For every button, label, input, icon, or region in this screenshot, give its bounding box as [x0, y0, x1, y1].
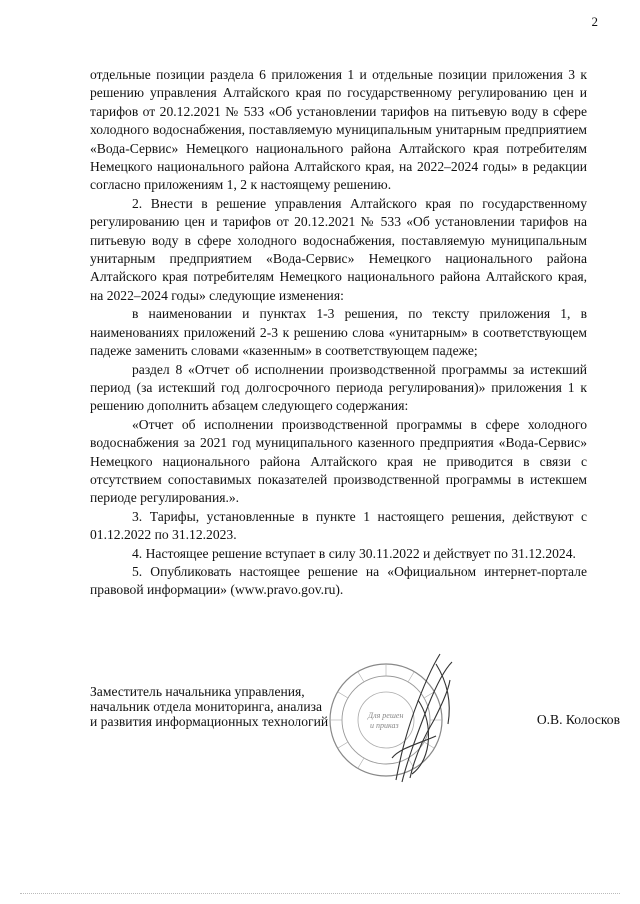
stamp-inner-text-1: Для решен — [368, 711, 404, 720]
position-line-3: и развития информационных технологий — [90, 714, 329, 729]
signature-block — [90, 684, 620, 764]
paragraph-item-2: 2. Внести в решение управления Алтайского края по государственному регулированию цен и тарифов от 20.12.2021 № 533 «Об установлении тарифов на питьевую воду в сфере холодного водоснабжения, поставляемую муниципальным унитарным предприятием «Вода-Сервис» Немецкого национального района Алтайского края потребителям Немецкого национального района Алтайского края, на 2022–2024 годы» следующие изменения: — [90, 195, 587, 303]
page-number: 2 — [591, 14, 598, 29]
paragraph-change-section8: раздел 8 «Отчет об исполнении производственной программы за истекший период (за истекший год долгосрочного периода регулирования)» приложения 1 к решению дополнить абзацем следующего содержания: — [90, 361, 587, 414]
page-bottom-edge — [20, 893, 620, 894]
paragraph-change-name: в наименовании и пунктах 1-3 решения, по тексту приложения 1, в наименованиях приложений 2-3 к решению слова «унитарным» в соответствующем падеже заменить словами «казенным» в соответствующем падеже; — [90, 306, 587, 359]
paragraph-continuation: отдельные позиции раздела 6 приложения 1 и отдельные позиции приложения 3 к решению управления Алтайского края по государственному регулированию цен и тарифов от 20.12.2021 № 533 «Об установлении тарифов на питьевую воду в сфере холодного водоснабжения, поставляемую муниципальным унитарным предприятием «Вода-Сервис» Немецкого национального района Алтайского края потребителям Немецкого национального района Алтайского края, на 2022–2024 годы» в редакции согласно приложениям 1, 2 к настоящему решению. — [90, 67, 587, 193]
paragraph-item-5: 5. Опубликовать настоящее решение на «Официальном интернет-портале правовой информации» (www.pravo.gov.ru). — [90, 563, 587, 598]
position-line-2: начальник отдела мониторинга, анализа — [90, 699, 323, 714]
paragraph-quote: «Отчет об исполнении производственной программы в сфере холодного водоснабжения за 2021 год муниципального казенного предприятия «Вода-Сервис» Немецкого национального района Алтайского края не приводится в связи с отсутствием сопоставимых показателей производственной программы в истекшем периоде регулирования.». — [90, 416, 587, 506]
stamp-inner-text-2: и приказ — [370, 721, 399, 730]
position-line-1: Заместитель начальника управления, — [90, 684, 305, 699]
document-body — [90, 66, 587, 600]
signatory-name: О.В. Колосков — [536, 712, 620, 727]
paragraph-item-3: 3. Тарифы, установленные в пункте 1 настоящего решения, действуют с 01.12.2022 по 31.12.2023. — [90, 508, 587, 543]
signatory-position — [90, 684, 430, 729]
paragraph-item-4: 4. Настоящее решение вступает в силу 30.11.2022 и действует по 31.12.2024. — [132, 545, 576, 561]
